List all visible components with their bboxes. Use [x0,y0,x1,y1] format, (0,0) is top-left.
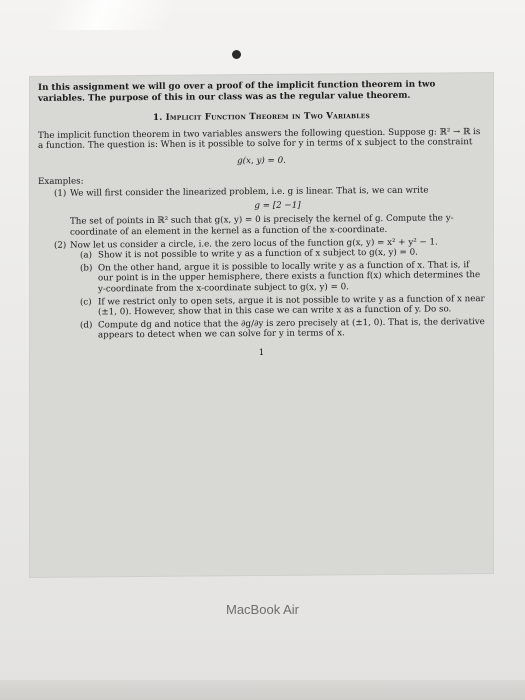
light-glare [45,0,179,30]
sub-list-item [80,260,485,295]
sub-item-number: (d) [80,320,93,331]
list-item [54,185,485,238]
sub-item-number: (b) [80,263,93,274]
examples-list [38,185,485,344]
examples-label: Examples: [38,176,84,187]
list-item [54,237,485,344]
constraint-equation: g(x, y) = 0. [237,155,286,167]
sub-list-item [80,247,485,261]
sub-list [70,247,485,341]
laptop-brand-label: MacBook Air [226,602,299,617]
laptop-screen [30,73,493,577]
matrix-equation: g = [2 −1] [254,200,301,211]
sub-item-text: If we restrict only to open sets, argue it is not possible to write y as a function of x near (±1, 0). However, show that in this case we can write x as a function of y. Do so. [98,293,485,318]
item-number: (2) [54,240,67,251]
item-number: (1) [54,188,67,199]
sub-item-number: (c) [80,296,92,308]
item-text: Now let us consider a circle, i.e. the zero locus of the function g(x, y) = x² + y² − 1. [70,236,438,251]
sub-item-number: (a) [80,250,92,261]
sub-item-text: Compute dg and notice that the ∂g/∂y is zero precisely at (±1, 0). That is, the derivative appears to detect when we can solve for y in terms of x. [98,316,485,341]
sub-item-text: Show it is not possible to write y as a function of x subject to g(x, y) = 0. [98,247,418,261]
page-number: 1 [258,347,265,358]
intro-paragraph: In this assignment we will go over a proof of the implicit function theorem in two variables. The purpose of this in our class was as the regular value theorem. [38,79,436,104]
document-page [38,79,485,577]
sub-list-item [80,317,485,342]
section-title: 1. Implicit Function Theorem in Two Variables [152,111,371,124]
sub-list-item [80,294,485,319]
camera-icon [232,50,241,59]
theorem-paragraph: The implicit function theorem in two variables answers the following question. Suppose g: ℝ² → ℝ is a function. The question is: When is it possible to solve for y in terms of x subject to the constraint [38,126,481,152]
item-text-continued: The set of points in ℝ² such that g(x, y) = 0 is precisely the kernel of g. Compute the y-coordinate of an element in the kernel as a function of the x-coordinate. [70,213,454,238]
item-text: We will first consider the linearized problem, i.e. g is linear. That is, we can write [70,185,429,199]
laptop-bottom-edge [0,680,525,700]
sub-item-text: On the other hand, argue it is possible to locally write y as a function of x. That is, if our point is in the upper hemisphere, there exists a function f(x) which determines the y-coordinate from the x-coordinate subject to g(x, y) = 0. [98,259,481,295]
